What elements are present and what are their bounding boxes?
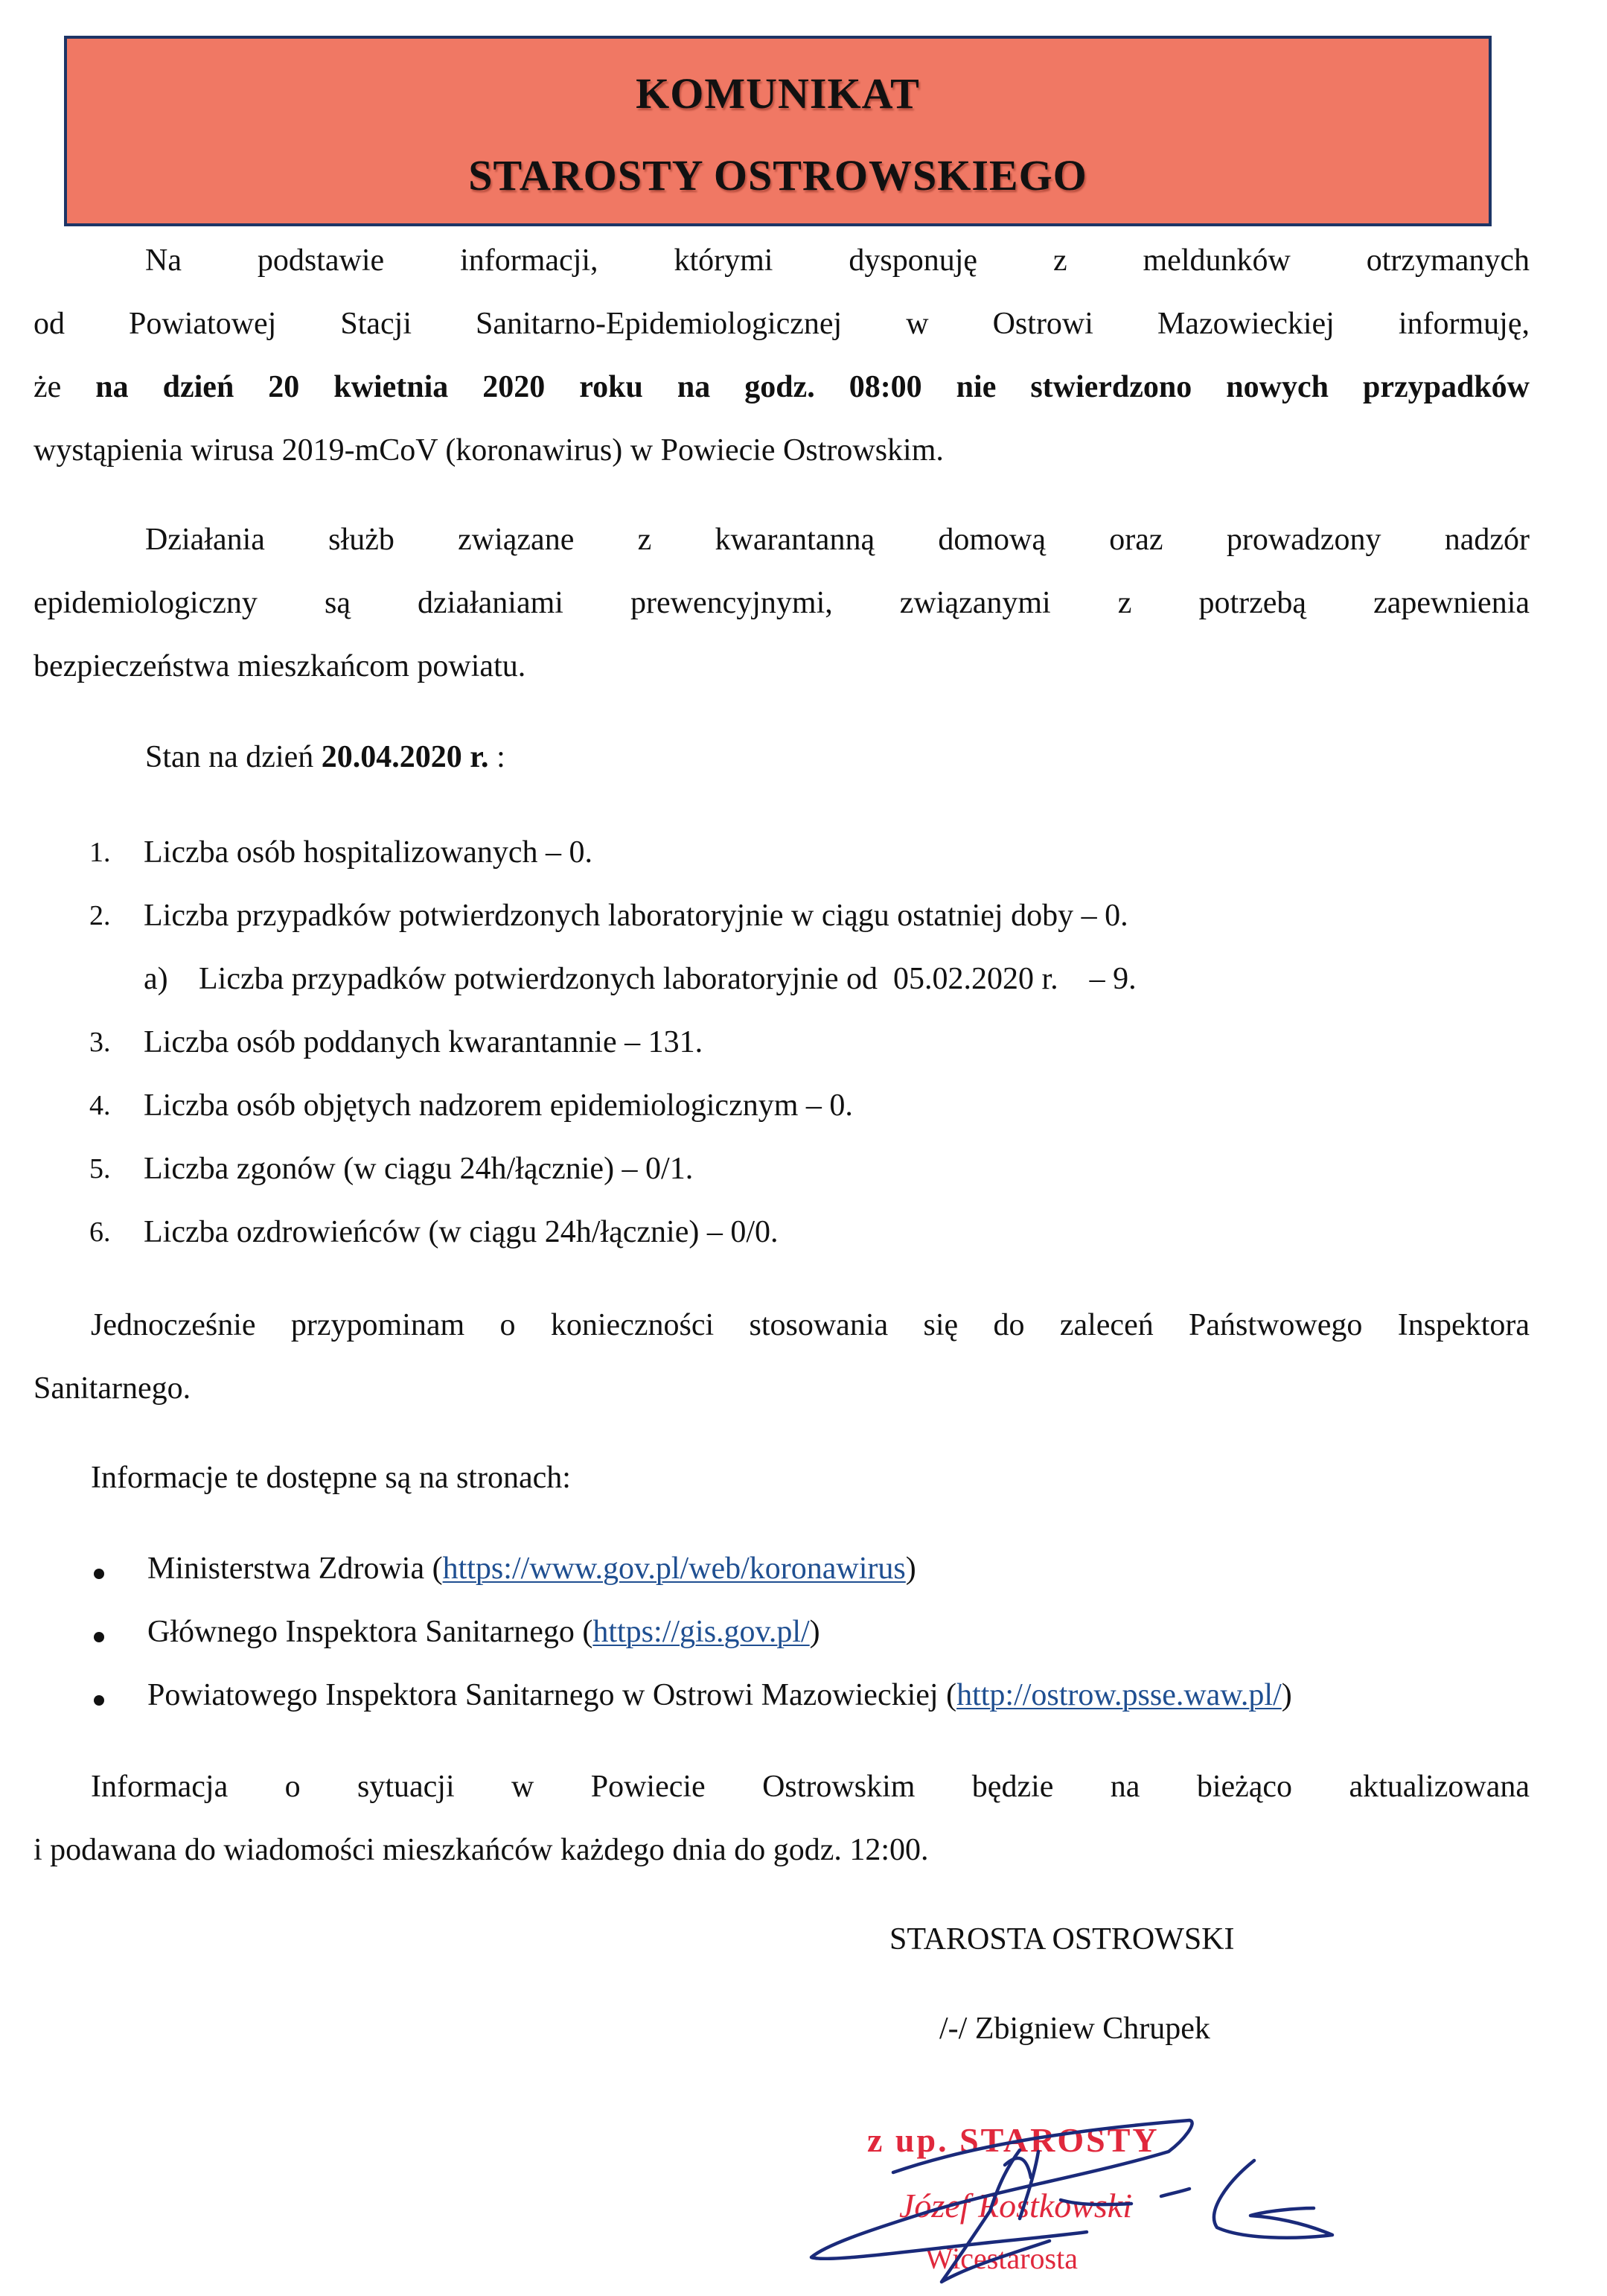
source-close: ) — [809, 1615, 820, 1649]
intro-line-4: wystąpienia wirusa 2019-mCoV (koronawirus) w Powiecie Ostrowskim. — [33, 433, 944, 468]
status-date-value: 20.04.2020 r. — [321, 740, 489, 774]
reminder-line-2: Sanitarnego. — [33, 1371, 191, 1406]
source-item — [147, 1550, 916, 1587]
source-close: ) — [1281, 1678, 1292, 1712]
stat-marker: 1. — [89, 837, 111, 868]
source-item — [147, 1677, 1292, 1714]
bullet-icon — [94, 1569, 104, 1579]
signatory-title: STAROSTA OSTROWSKI — [889, 1922, 1235, 1957]
intro-line-2: od Powiatowej Stacji Sanitarno-Epidemiologicznej w Ostrowi Mazowieckiej informuję, — [33, 307, 1530, 341]
stat-item: Liczba osób objętych nadzorem epidemiologicznym – 0. — [144, 1088, 853, 1123]
intro-prefix: że — [33, 370, 62, 404]
status-date — [145, 739, 505, 776]
title-komunikat: KOMUNIKAT — [636, 69, 920, 118]
stat-item: Liczba zgonów (w ciągu 24h/łącznie) – 0/1. — [144, 1152, 694, 1186]
bullet-icon — [94, 1632, 104, 1642]
sources-intro: Informacje te dostępne są na stronach: — [91, 1461, 571, 1495]
status-prefix: Stan na dzień — [145, 740, 322, 774]
stat-item: Liczba przypadków potwierdzonych laboratoryjnie w ciągu ostatniej doby – 0. — [144, 899, 1128, 933]
stat-marker: 5. — [89, 1153, 111, 1184]
signatory-name: /-/ Zbigniew Chrupek — [939, 2012, 1210, 2046]
stat-item: Liczba przypadków potwierdzonych laboratoryjnie od 05.02.2020 r. – 9. — [199, 962, 1137, 996]
stat-marker: 2. — [89, 900, 111, 931]
stamp-role: Wicestarosta — [925, 2242, 1078, 2275]
stat-marker: 3. — [89, 1027, 111, 1058]
intro-line-3 — [33, 369, 1530, 406]
actions-line-1: Działania służb związane z kwarantanną domową oraz prowadzony nadzór — [145, 523, 1530, 557]
stat-item: Liczba osób poddanych kwarantannie – 131. — [144, 1025, 703, 1059]
bullet-icon — [94, 1695, 104, 1706]
link-ministerstwo-zdrowia[interactable]: https://www.gov.pl/web/koronawirus — [442, 1552, 906, 1586]
actions-line-2: epidemiologiczny są działaniami prewencyjnymi, związanymi z potrzebą zapewnienia — [33, 586, 1530, 620]
title-starosty-ostrowskiego: STAROSTY OSTROWSKIEGO — [468, 151, 1087, 200]
actions-line-3: bezpieczeństwa mieszkańcom powiatu. — [33, 649, 526, 683]
stat-marker: a) — [144, 962, 168, 996]
source-name: Ministerstwa Zdrowia ( — [147, 1552, 443, 1586]
handwritten-signature-icon — [782, 2040, 1414, 2296]
update-line-2: i podawana do wiadomości mieszkańców każdego dnia do godz. 12:00. — [33, 1833, 929, 1867]
source-close: ) — [905, 1552, 916, 1586]
stat-item: Liczba osób hospitalizowanych – 0. — [144, 835, 593, 870]
source-name: Powiatowego Inspektora Sanitarnego w Ostrowi Mazowieckiej ( — [147, 1678, 957, 1712]
link-psse-ostrow[interactable]: http://ostrow.psse.waw.pl/ — [956, 1678, 1282, 1712]
update-line-1: Informacja o sytuacji w Powiecie Ostrowskim będzie na bieżąco aktualizowana — [91, 1770, 1530, 1804]
header-banner — [64, 36, 1492, 226]
stamp-line-zup-starosty: z up. STAROSTY — [867, 2121, 1160, 2159]
reminder-line-1: Jednocześnie przypominam o konieczności stosowania się do zaleceń Państwowego Inspektora — [91, 1308, 1530, 1342]
stat-item: Liczba ozdrowieńców (w ciągu 24h/łącznie) – 0/0. — [144, 1215, 779, 1249]
stamp-name: Józef Rostkowski — [899, 2187, 1132, 2225]
stat-marker: 4. — [89, 1090, 111, 1121]
stat-marker: 6. — [89, 1216, 111, 1248]
source-name: Głównego Inspektora Sanitarnego ( — [147, 1615, 593, 1649]
intro-line-1: Na podstawie informacji, którymi dysponuję z meldunków otrzymanych — [145, 243, 1530, 278]
source-item — [147, 1613, 820, 1651]
status-suffix: : — [488, 740, 505, 774]
intro-bold-statement: na dzień 20 kwietnia 2020 roku na godz. 08:00 nie stwierdzono nowych przypadków — [95, 370, 1530, 404]
link-gis[interactable]: https://gis.gov.pl/ — [592, 1615, 810, 1649]
